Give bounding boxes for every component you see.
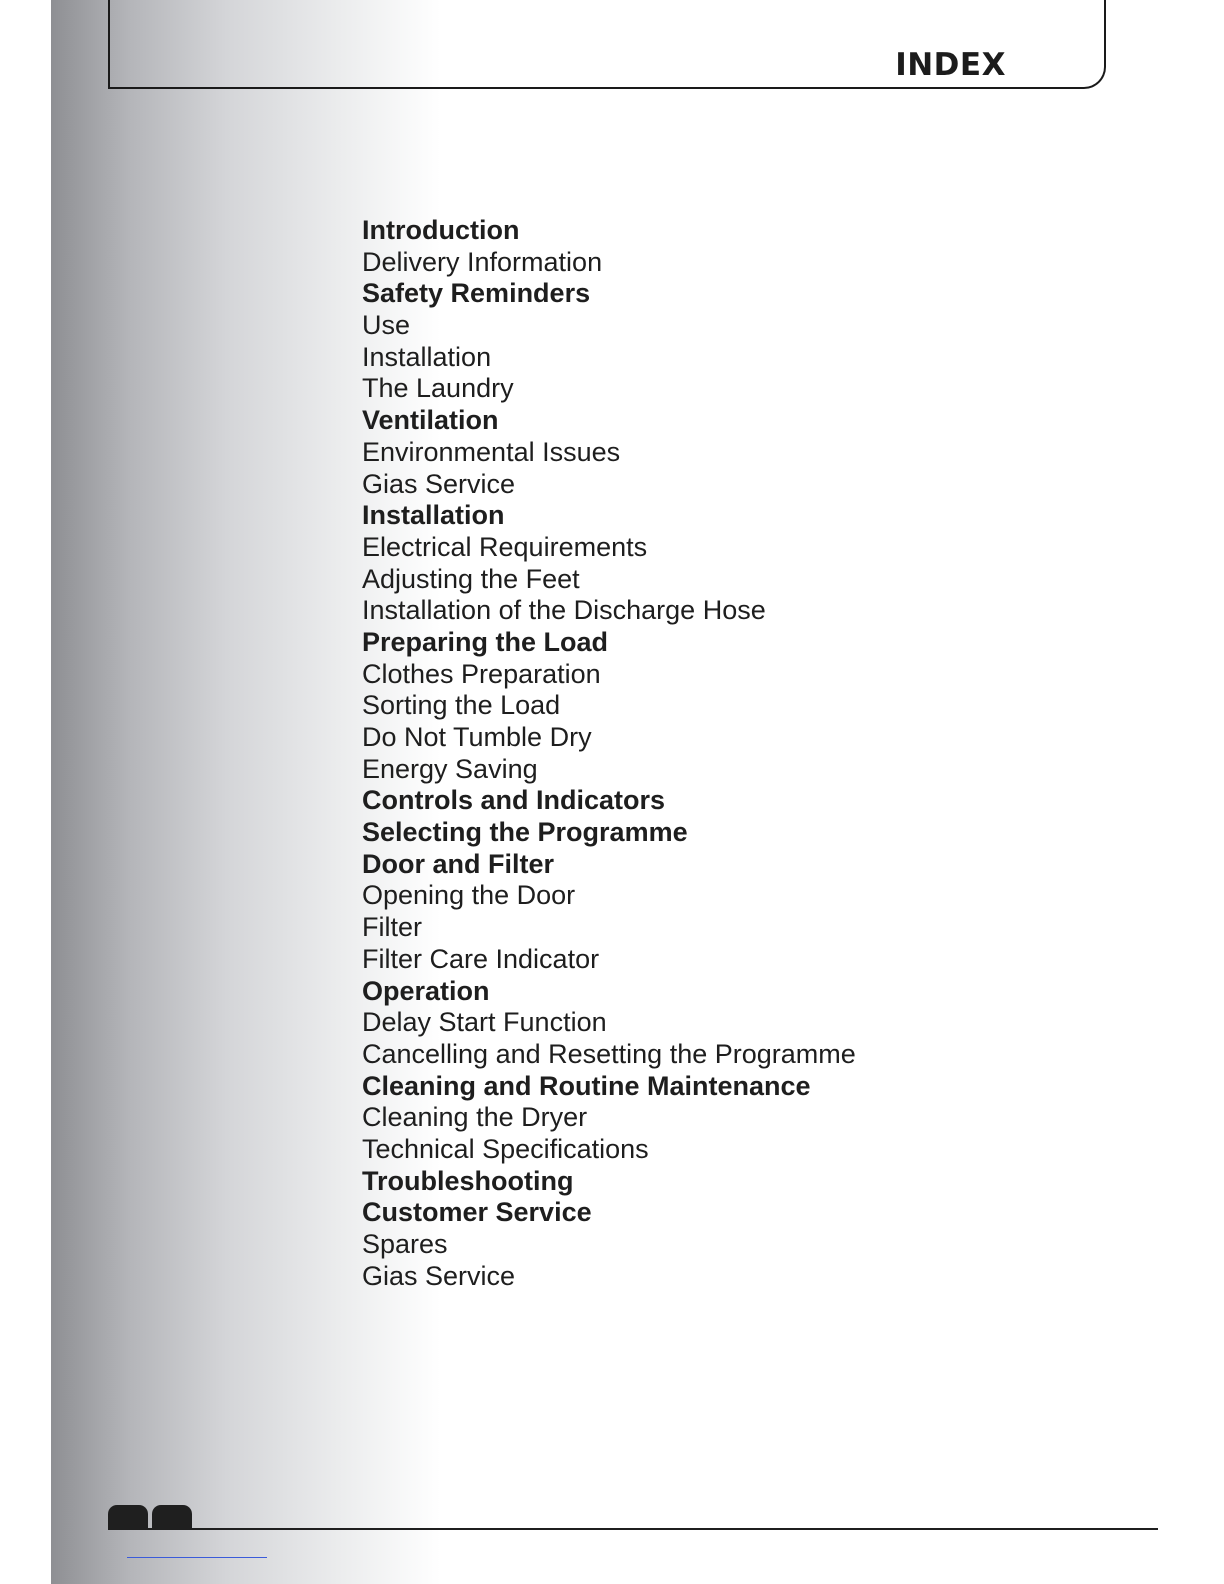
index-entry: Environmental Issues: [362, 436, 621, 467]
index-entry: Filter: [362, 912, 422, 943]
index-entry: Technical Specifications: [362, 1133, 649, 1164]
footer-link-underline[interactable]: [127, 1557, 267, 1558]
index-entry: The Laundry: [362, 373, 514, 404]
index-entry: Opening the Door: [362, 880, 576, 911]
index-entry: Gias Service: [362, 1260, 516, 1291]
index-entry: Installation of the Discharge Hose: [362, 595, 766, 626]
index-section-heading: Selecting the Programme: [362, 817, 688, 848]
index-entry: Adjusting the Feet: [362, 563, 580, 594]
index-entry: Delay Start Function: [362, 1007, 607, 1038]
index-section-heading: Cleaning and Routine Maintenance: [362, 1070, 811, 1101]
index-entry: Do Not Tumble Dry: [362, 722, 592, 752]
footer-tab-right: [152, 1505, 192, 1529]
index-entry: Use: [362, 310, 411, 341]
index-entry: Cancelling and Resetting the Programme: [362, 1038, 856, 1069]
index-entry: Electrical Requirements: [362, 531, 648, 562]
index-entry: Sorting the Load: [362, 690, 561, 721]
index-section-heading: Installation: [362, 500, 505, 531]
index-entry: Delivery Information: [362, 246, 603, 277]
index-section-heading: Controls and Indicators: [362, 785, 666, 816]
index-entry: Clothes Preparation: [362, 658, 601, 689]
index-entry: Installation: [362, 341, 492, 372]
index-list: [362, 215, 856, 1292]
index-entry: Filter Care Indicator: [362, 943, 600, 974]
index-entry: Cleaning the Dryer: [362, 1102, 588, 1133]
footer-tab-left: [108, 1505, 148, 1529]
index-section-heading: Operation: [362, 975, 490, 1006]
index-entry: Energy Saving: [362, 753, 538, 784]
page-title: INDEX: [895, 47, 1006, 83]
index-section-heading: Safety Reminders: [362, 278, 591, 309]
index-section-heading: Introduction: [362, 215, 520, 245]
index-entry: Spares: [362, 1229, 448, 1259]
footer-rule: [108, 1528, 1158, 1530]
index-section-heading: Customer Service: [362, 1197, 592, 1228]
index-section-heading: Troubleshooting: [362, 1165, 574, 1196]
index-section-heading: Ventilation: [362, 405, 499, 436]
index-section-heading: Preparing the Load: [362, 626, 609, 657]
index-entry: Gias Service: [362, 468, 516, 499]
index-section-heading: Door and Filter: [362, 848, 555, 879]
